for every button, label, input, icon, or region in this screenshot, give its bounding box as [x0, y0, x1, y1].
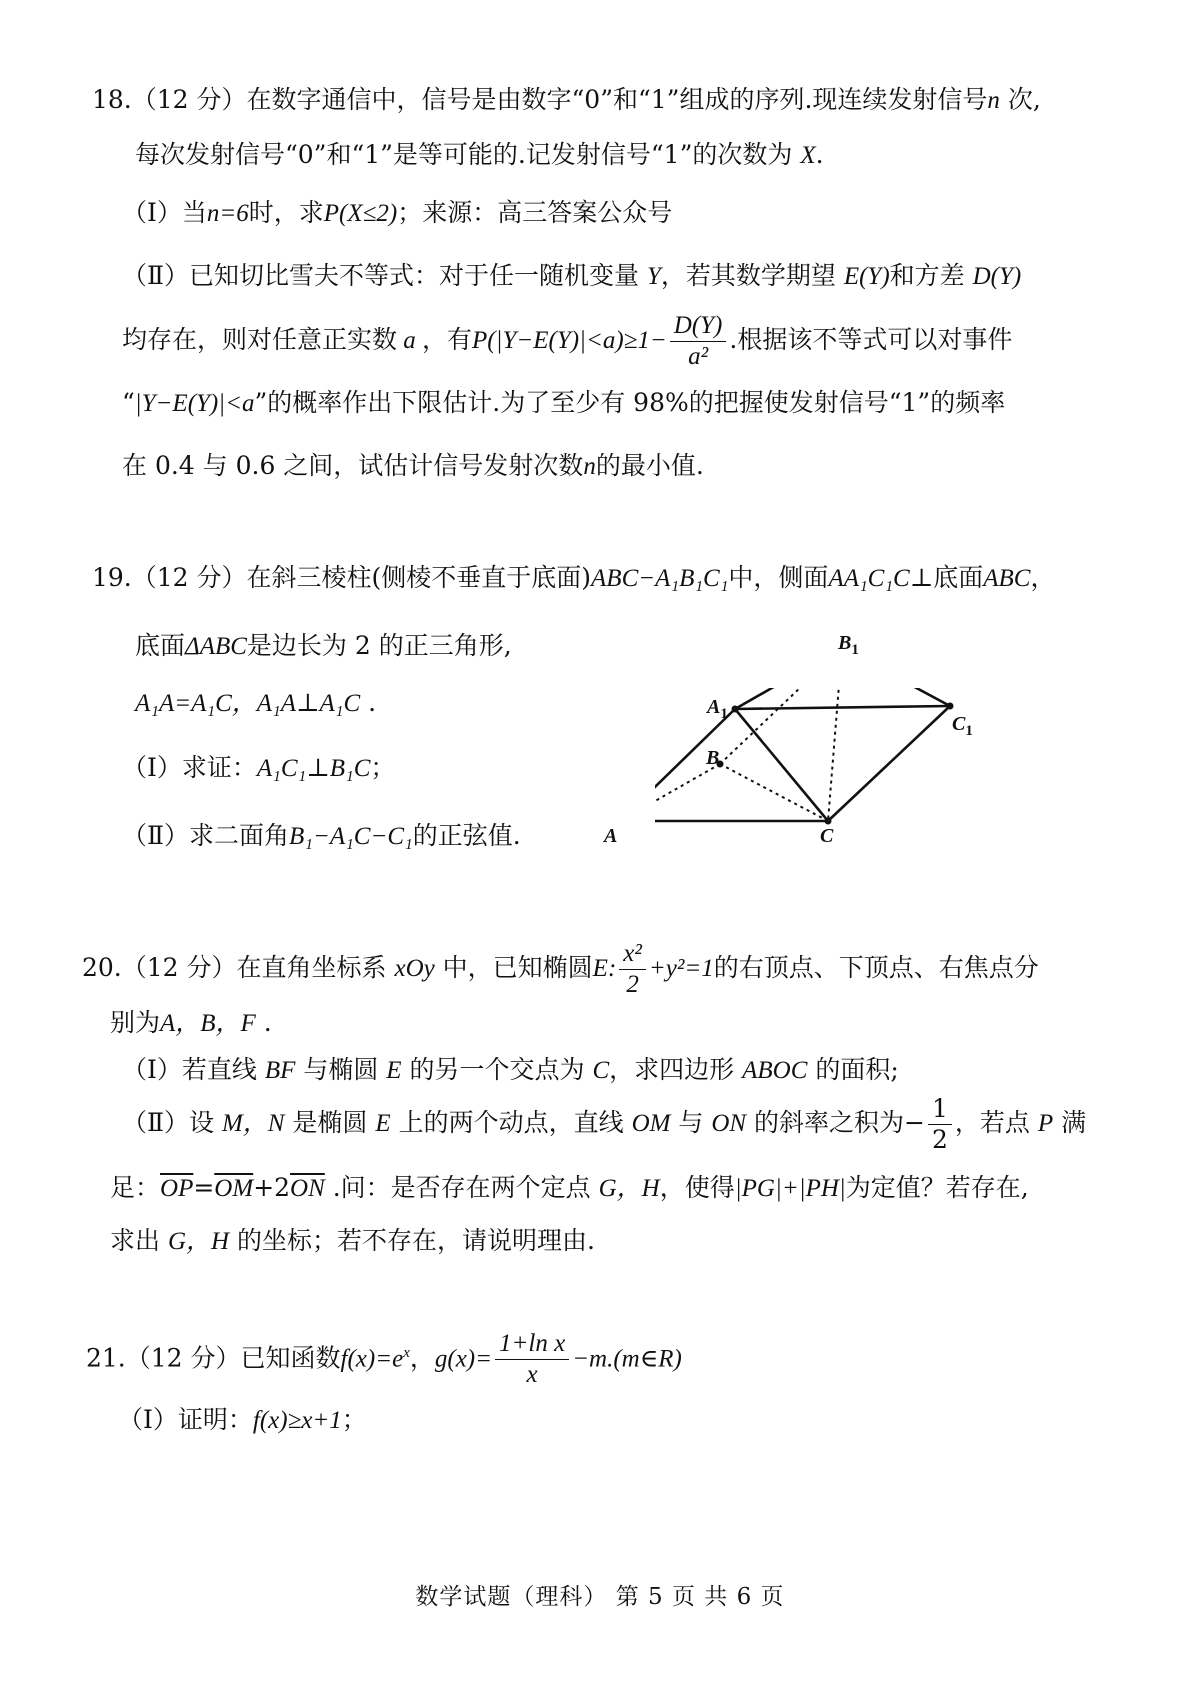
q19-line3: A₁A=A₁C，A₁A⊥A₁C .	[135, 688, 377, 717]
q18-line2: 每次发射信号“0”和“1”是等可能的.记发射信号“1”的次数为 X.	[135, 140, 824, 169]
q20-part1: （Ⅰ）若直线 BF 与椭圆 E 的另一个交点为 C，求四边形 ABOC 的面积;	[122, 1055, 899, 1084]
edge-B-C	[720, 764, 828, 821]
edge-B1-C1	[842, 688, 950, 706]
prism-figure	[655, 688, 1035, 878]
ellipse-fraction: $\frac{\text{x²}}{2}$	[619, 939, 646, 1000]
q20-line1: 20.（12 分）在直角坐标系 xOy 中，已知椭圆E: $\frac{\text{x²}}{2}$ +y²=1的右顶点、下顶点、右焦点分	[82, 940, 1039, 998]
label-B1: $B_1$	[838, 632, 859, 658]
label-A1: $A_1$	[707, 696, 728, 722]
label-C: C	[820, 825, 834, 847]
q19-part2: （Ⅱ）求二面角B₁−A₁C−C₁的正弦值.	[122, 821, 521, 850]
edge-C1-C	[828, 706, 950, 821]
q21-part1: （Ⅰ）证明：f(x)≥x+1；	[118, 1405, 367, 1434]
page-footer: 数学试题（理科） 第 5 页 共 6 页	[415, 1584, 785, 1610]
q18-part2-line3: “|Y−E(Y)|<a”的概率作出下限估计.为了至少有 98%的把握使发射信号“1”的频率	[122, 388, 1006, 417]
half-fraction: $\frac{1}{2}$	[928, 1094, 952, 1155]
q18-part1: （Ⅰ）当n=6时，求P(X≤2)；来源：高三答案公众号	[122, 198, 673, 227]
q20-part2-line3: 求出 G，H 的坐标；若不存在，请说明理由.	[110, 1226, 595, 1255]
chebyshev-fraction: $\frac{D(Y)}{\text{a²}}$	[670, 311, 727, 372]
edge-A1-B1	[735, 688, 842, 709]
q20-line2: 别为A，B，F .	[110, 1008, 272, 1037]
q20-part2-line1: （Ⅱ）设 M，N 是椭圆 E 上的两个动点，直线 OM 与 ON 的斜率之积为− $\frac{1}{2}$ ，若点 P 满	[122, 1094, 1087, 1154]
edge-A-B	[655, 764, 720, 821]
q18-line1: 18.（12 分）在数字通信中，信号是由数字“0”和“1”组成的序列.现连续发射信号n 次,	[92, 85, 1041, 114]
edge-B-B1	[720, 688, 842, 764]
edge-A1-C1	[735, 706, 950, 709]
q19-line1: 19.（12 分）在斜三棱柱(侧棱不垂直于底面)ABC−A₁B₁C₁中，侧面AA₁C₁C⊥底面ABC，	[92, 563, 1056, 592]
q19-line2: 底面ΔABC是边长为 2 的正三角形,	[135, 631, 512, 660]
q19-part1: （Ⅰ）求证：A₁C₁⊥B₁C；	[122, 753, 396, 782]
edge-A1-C	[735, 709, 828, 821]
q21-line1: 21.（12 分）已知函数$f(x)=e^x$，g(x)= $\frac{\text{1+ln x}}{x}$ −m.(m∈R)	[86, 1330, 682, 1389]
label-B: B	[706, 747, 720, 769]
q18-part2-line2: 均存在，则对任意正实数 a ，有P(|Y−E(Y)|<a)≥1− $\frac{D(Y)}{\text{a²}}$ .根据该不等式可以对事件	[122, 312, 1013, 370]
prism-solid-edges	[655, 688, 950, 821]
q18-part2-line1: （Ⅱ）已知切比雪夫不等式：对于任一随机变量 Y，若其数学期望 E(Y)和方差 D(Y)	[122, 261, 1022, 290]
label-C1: $C_1$	[952, 713, 973, 739]
q20-part2-line2: 足：$\overline{OP}=\overline{OM}+2\overline{ON}$ .问：是否存在两个定点 G，H，使得|PG|+|PH|为定值？若存在,	[110, 1173, 1029, 1202]
q18-part2-line4: 在 0.4 与 0.6 之间，试估计信号发射次数n的最小值.	[122, 451, 704, 480]
g-fraction: $\frac{\text{1+ln x}}{x}$	[495, 1329, 569, 1390]
label-A: A	[604, 825, 618, 847]
